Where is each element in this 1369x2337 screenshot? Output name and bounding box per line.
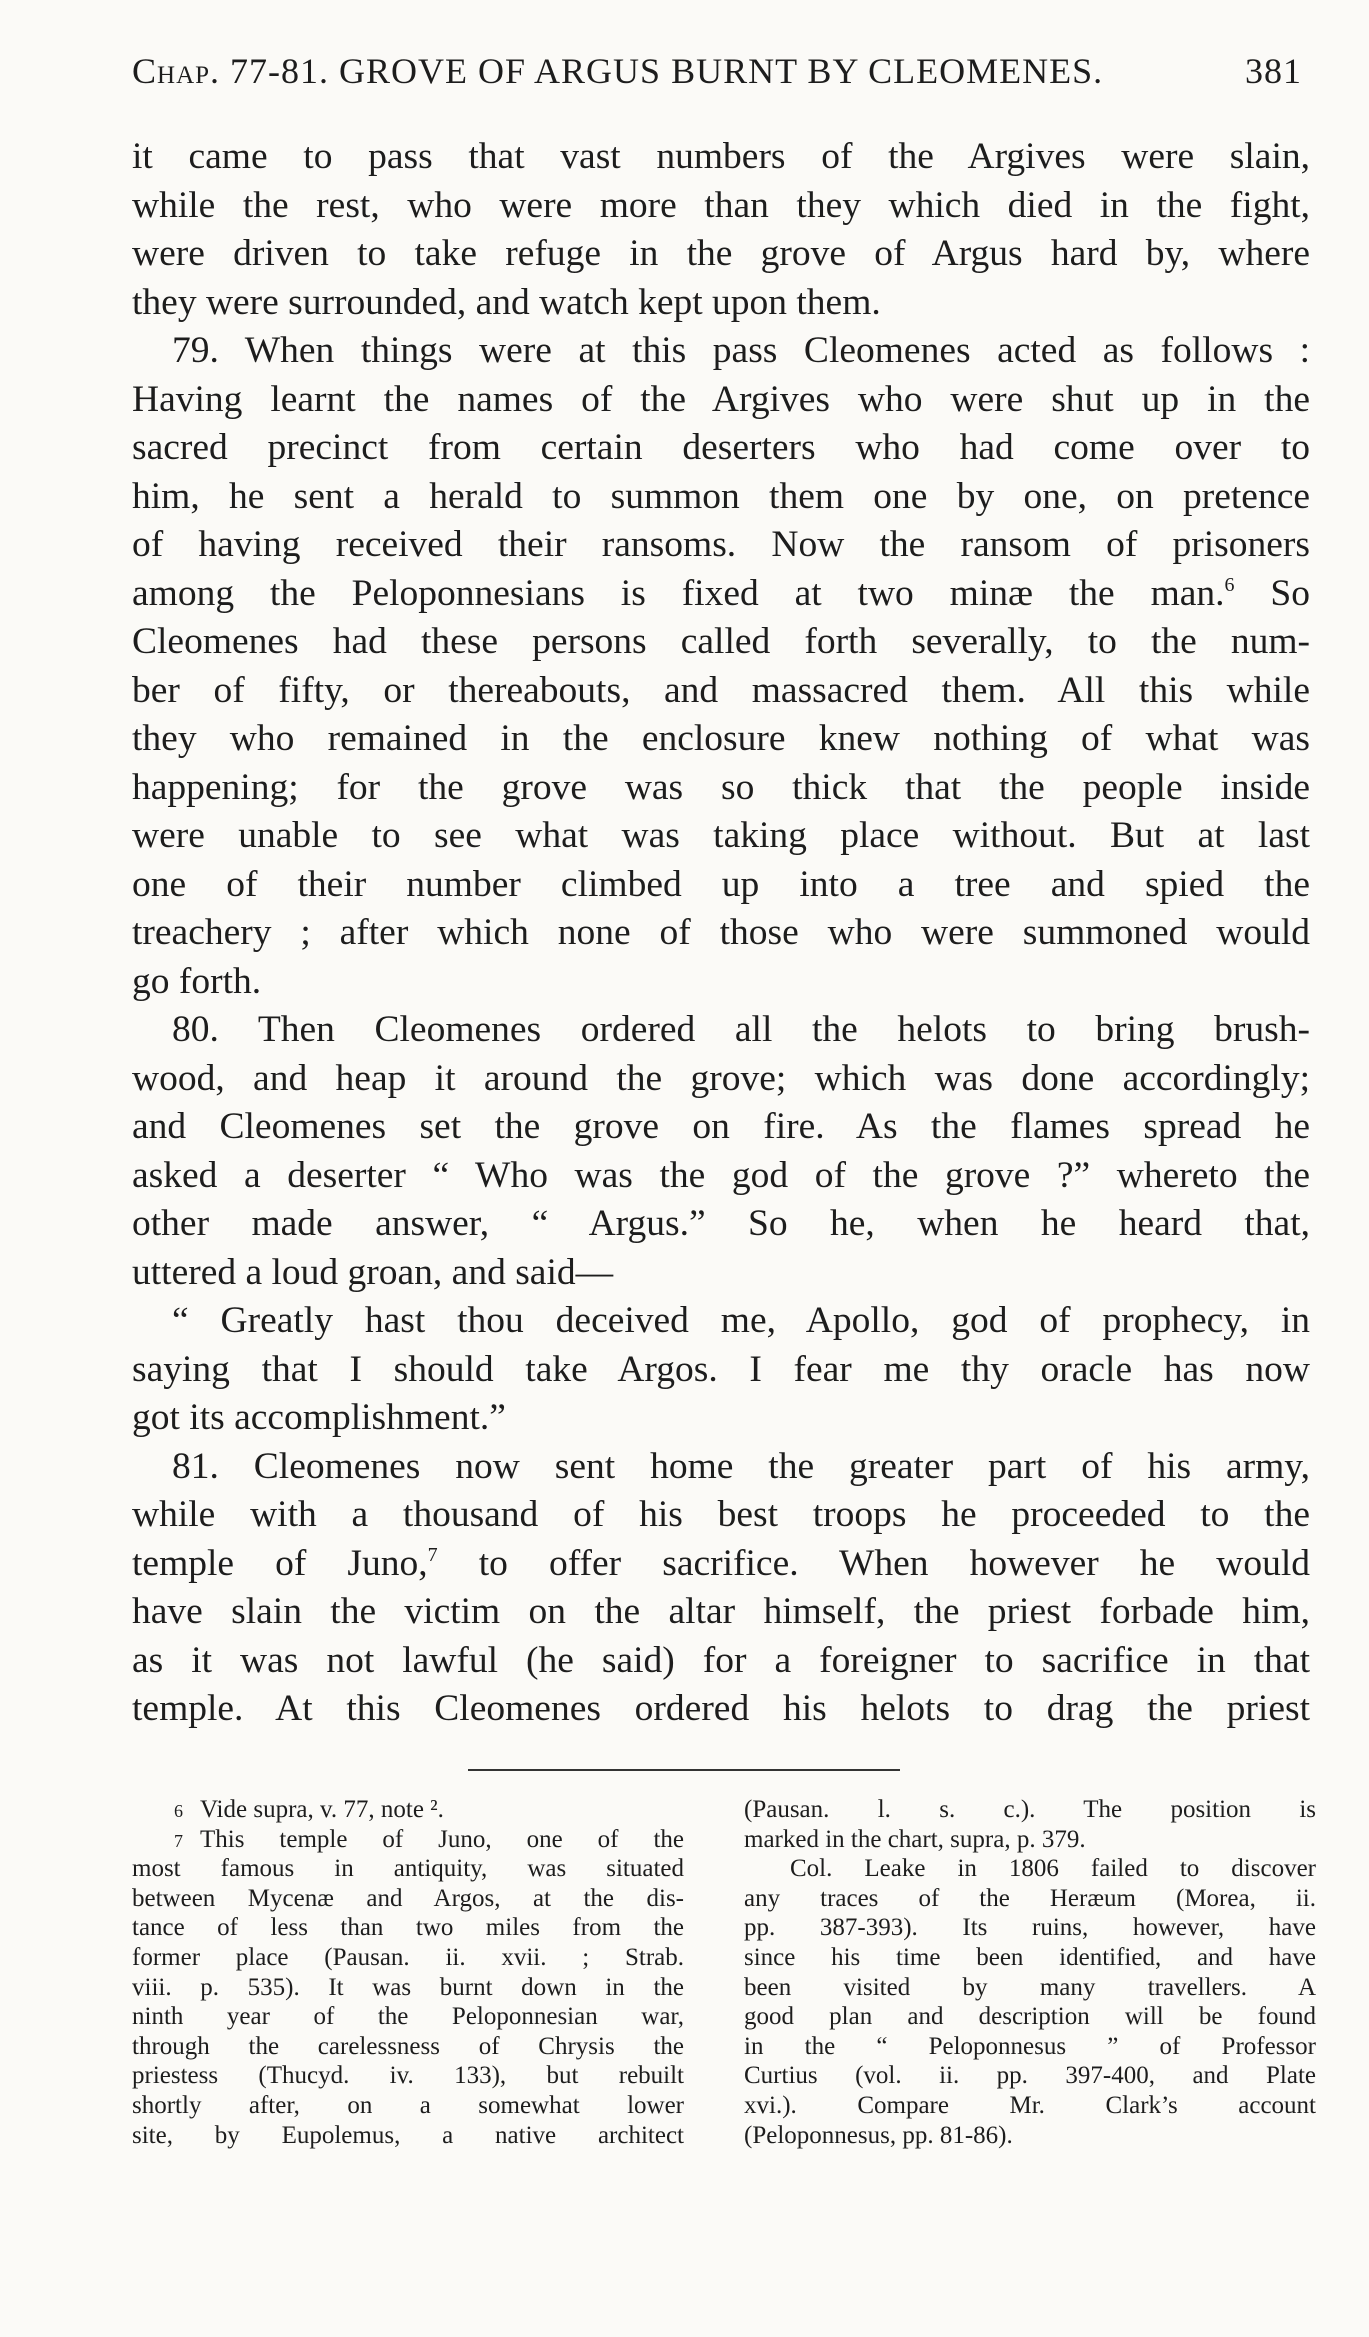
footnote-line: [744, 2061, 1316, 2091]
footnote-line: [744, 1973, 1316, 2003]
footnote-text: good plan and description will be found: [744, 2003, 1316, 2031]
footnote-line: [744, 1825, 1316, 1855]
text-line: [132, 715, 1310, 764]
text-line: [132, 812, 1310, 861]
text-line-content: 80. Then Cleomenes ordered all the helots to bring brush-: [172, 1009, 1310, 1050]
footnote-text: (Peloponnesus, pp. 81-86).: [744, 2121, 1013, 2149]
text-line-content: got its accomplishment.”: [132, 1397, 506, 1438]
footnote-line: [132, 2121, 684, 2151]
footnote-ref: 7: [427, 1543, 438, 1566]
footnote-text: xvi.). Compare Mr. Clark’s account: [744, 2091, 1316, 2119]
text-line: [132, 1443, 1310, 1492]
text-line-content: 79. When things were at this pass Cleomenes acted as follows :: [172, 330, 1310, 371]
footnote-text: Curtius (vol. ii. pp. 397-400, and Plate: [744, 2062, 1316, 2090]
footnote-text: site, by Eupolemus, a native architect: [132, 2121, 684, 2149]
footnote-number: 7: [174, 1830, 183, 1851]
text-line-content: him, he sent a herald to summon them one by one, on pretence: [132, 475, 1310, 517]
text-line-content: while with a thousand of his best troops he proceeded to the: [132, 1494, 1310, 1535]
footnote-line: [132, 1884, 684, 1914]
footnote-text: in the “ Peloponnesus ” of Professor: [744, 2032, 1316, 2060]
text-line-content: of having received their ransoms. Now the ransom of prisoners: [132, 524, 1310, 565]
text-line-content: saying that I should take Argos. I fear me thy oracle has now: [132, 1348, 1310, 1390]
text-line: [132, 764, 1310, 813]
footnote-text: This temple of Juno, one of the: [200, 1825, 684, 1853]
footnote-divider: [468, 1769, 900, 1771]
footnote-line: [132, 1913, 684, 1943]
text-line: [132, 958, 1310, 1007]
footnote-line: [744, 2121, 1316, 2151]
text-line-content: happening; for the grove was so thick that the people inside: [132, 766, 1310, 808]
footnote-text: shortly after, on a somewhat lower: [132, 2091, 684, 2119]
text-line: [132, 1249, 1310, 1298]
text-line-content: one of their number climbed up into a tree and spied the: [132, 863, 1310, 905]
text-line-content: wood, and heap it around the grove; which was done accordingly;: [132, 1057, 1310, 1099]
footnote-line: [132, 2032, 684, 2062]
text-line: [132, 521, 1310, 570]
text-line: [132, 376, 1310, 425]
text-line: [132, 473, 1310, 522]
text-line: [132, 133, 1310, 182]
text-line: [132, 1588, 1310, 1637]
footnote-text: Vide supra, v. 77, note ².: [200, 1796, 444, 1823]
footnote-line: [744, 1854, 1316, 1884]
footnote-line: [132, 2061, 684, 2091]
text-line: [132, 1685, 1310, 1734]
running-header: [132, 50, 1302, 96]
text-line: [132, 667, 1310, 716]
text-line: [132, 909, 1310, 958]
footnote-line: [132, 1825, 684, 1855]
text-line-content: ber of fifty, or thereabouts, and massacred them. All this while: [132, 669, 1310, 711]
text-line-content: Having learnt the names of the Argives who were shut up in the: [132, 378, 1310, 420]
text-line: [132, 1200, 1310, 1249]
text-line-content: were unable to see what was taking place without. But at last: [132, 815, 1310, 856]
text-line: [132, 182, 1310, 231]
text-line-content: temple of Juno,: [132, 1542, 428, 1584]
footnote-number: 6: [174, 1801, 183, 1821]
text-line: [132, 279, 1310, 328]
text-line-content: Cleomenes had these persons called forth severally, to the num-: [132, 621, 1310, 662]
text-line-continuation: to offer sacrifice. When however he would: [437, 1542, 1310, 1584]
text-line: [132, 1491, 1310, 1540]
text-line-continuation: So: [1234, 572, 1310, 614]
text-line-content: it came to pass that vast numbers of the Argives were slain,: [132, 136, 1310, 177]
text-line: [132, 1103, 1310, 1152]
footnote-line: [132, 2002, 684, 2032]
text-line: [132, 1394, 1310, 1443]
text-line-content: among the Peloponnesians is fixed at two minæ the man.: [132, 572, 1225, 614]
text-line-content: treachery ; after which none of those who were summoned would: [132, 912, 1310, 953]
footnote-line: [132, 2091, 684, 2121]
text-line: [132, 570, 1310, 619]
chapter-title: Chap. 77-81. GROVE OF ARGUS BURNT BY CLEOMENES.: [132, 51, 1104, 91]
text-line: [132, 230, 1310, 279]
footnotes-left-column: [132, 1795, 684, 2150]
text-line: [132, 618, 1310, 667]
text-line: [132, 1055, 1310, 1104]
footnote-text: (Pausan. l. s. c.). The position is: [744, 1796, 1316, 1823]
text-line-content: “ Greatly hast thou deceived me, Apollo, god of prophecy, in: [172, 1300, 1310, 1341]
footnote-text: priestess (Thucyd. iv. 133), but rebuilt: [132, 2062, 684, 2090]
footnote-line: [132, 1973, 684, 2003]
footnote-line: [132, 1854, 684, 1884]
text-line-content: other made answer, “ Argus.” So he, when he heard that,: [132, 1203, 1310, 1244]
text-line: [132, 1297, 1310, 1346]
footnote-text: been visited by many travellers. A: [744, 1973, 1316, 2001]
footnote-text: tance of less than two miles from the: [132, 1914, 684, 1942]
text-line-content: uttered a loud groan, and said—: [132, 1251, 614, 1293]
text-line: [132, 1346, 1310, 1395]
text-line-content: and Cleomenes set the grove on fire. As the flames spread he: [132, 1106, 1310, 1147]
footnote-text: through the carelessness of Chrysis the: [132, 2032, 684, 2060]
text-line-content: 81. Cleomenes now sent home the greater part of his army,: [172, 1445, 1310, 1487]
text-line-content: temple. At this Cleomenes ordered his helots to drag the priest: [132, 1688, 1310, 1729]
text-line-content: sacred precinct from certain deserters who had come over to: [132, 427, 1310, 468]
page-number: 381: [1245, 51, 1302, 91]
footnote-text: between Mycenæ and Argos, at the dis-: [132, 1884, 684, 1912]
footnote-line: [744, 2091, 1316, 2121]
text-line: [132, 327, 1310, 376]
text-line: [132, 1540, 1310, 1589]
text-line-content: they who remained in the enclosure knew nothing of what was: [132, 718, 1310, 759]
footnote-text: former place (Pausan. ii. xvii. ; Strab.: [132, 1943, 684, 1971]
main-text: [132, 133, 1310, 1734]
text-line-content: go forth.: [132, 960, 262, 1002]
text-line-content: asked a deserter “ Who was the god of the grove ?” whereto the: [132, 1154, 1310, 1196]
footnote-line: [744, 2002, 1316, 2032]
footnote-line: [132, 1943, 684, 1973]
footnote-text: viii. p. 535). It was burnt down in the: [132, 1973, 684, 2001]
footnote-text: pp. 387-393). Its ruins, however, have: [744, 1914, 1316, 1942]
footnote-text: any traces of the Heræum (Morea, ii.: [744, 1884, 1316, 1912]
footnote-text: marked in the chart, supra, p. 379.: [744, 1825, 1086, 1853]
text-line-content: while the rest, who were more than they which died in the fight,: [132, 184, 1310, 226]
text-line-content: have slain the victim on the altar himself, the priest forbade him,: [132, 1591, 1310, 1632]
footnote-text: ninth year of the Peloponnesian war,: [132, 2003, 684, 2031]
text-line: [132, 424, 1310, 473]
text-line: [132, 1637, 1310, 1686]
footnotes-right-column: [744, 1795, 1316, 2150]
footnote-line: [744, 2032, 1316, 2062]
footnote-ref: 6: [1224, 573, 1235, 596]
footnote-line: [744, 1795, 1316, 1825]
text-line-content: were driven to take refuge in the grove of Argus hard by, where: [132, 233, 1310, 274]
text-line-content: as it was not lawful (he said) for a foreigner to sacrifice in that: [132, 1639, 1310, 1681]
footnote-text: most famous in antiquity, was situated: [132, 1855, 684, 1883]
footnote-line: [132, 1795, 684, 1825]
footnote-line: [744, 1884, 1316, 1914]
text-line: [132, 861, 1310, 910]
text-line: [132, 1152, 1310, 1201]
text-line-content: they were surrounded, and watch kept upon them.: [132, 281, 881, 323]
footnote-line: [744, 1943, 1316, 1973]
text-line: [132, 1006, 1310, 1055]
footnote-line: [744, 1913, 1316, 1943]
footnote-text: since his time been identified, and have: [744, 1943, 1316, 1971]
footnote-text: Col. Leake in 1806 failed to discover: [790, 1855, 1316, 1883]
